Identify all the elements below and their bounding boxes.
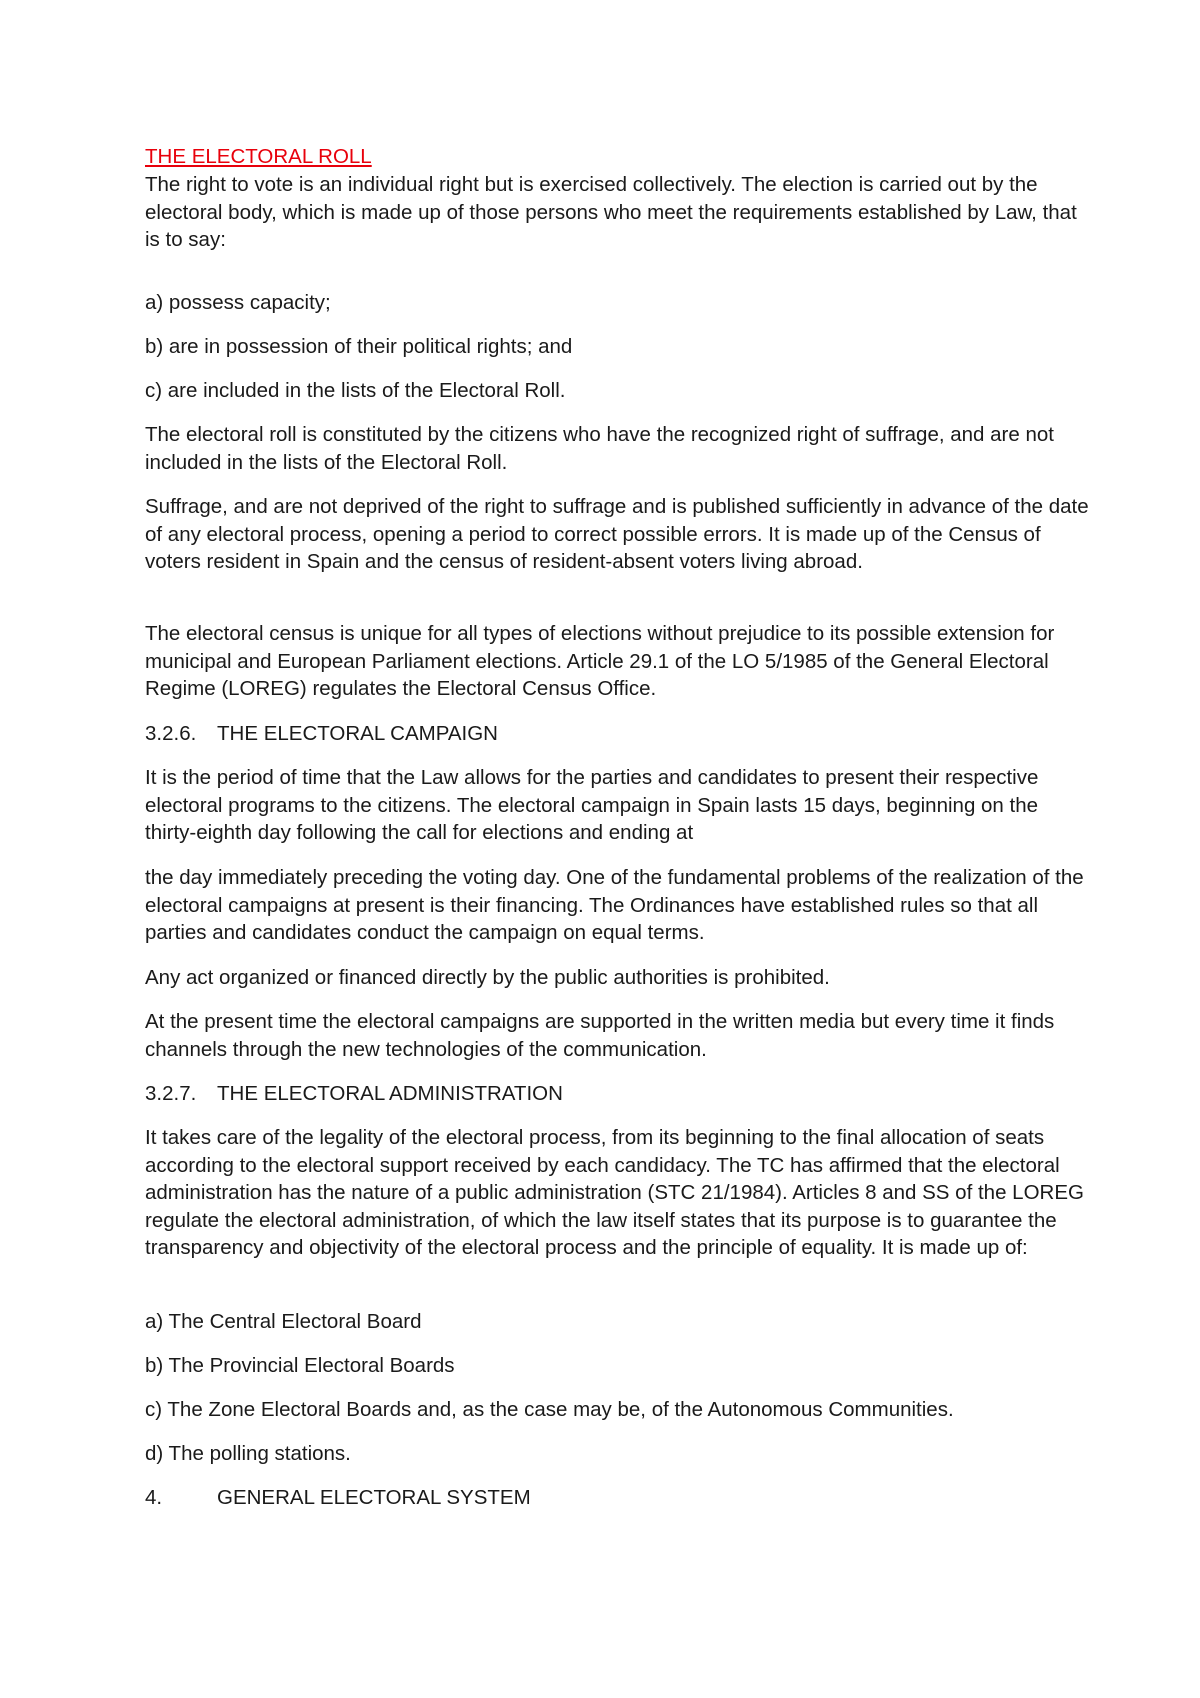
list-item: b) are in possession of their political rights; and	[145, 335, 573, 358]
list-item: a) The Central Electoral Board	[145, 1310, 422, 1333]
section-heading-general-system	[145, 1484, 531, 1512]
paragraph-suffrage: Suffrage, and are not deprived of the right to suffrage and is published sufficiently in advance of the date of any electoral process, opening a period to correct possible errors. It is made up of the Census of voters resident in Spain and the census of resident-absent voters living abroad.	[145, 495, 1089, 573]
list-item: c) are included in the lists of the Electoral Roll.	[145, 379, 566, 402]
paragraph-prohibited-acts: Any act organized or financed directly by the public authorities is prohibited.	[145, 966, 830, 989]
section-number: 4.	[145, 1486, 163, 1509]
section-title: GENERAL ELECTORAL SYSTEM	[217, 1486, 531, 1509]
paragraph-media: At the present time the electoral campaigns are supported in the written media but every time it finds channels through the new technologies of the communication.	[145, 1010, 1055, 1061]
list-item: a) possess capacity;	[145, 291, 331, 314]
paragraph-electoral-roll: The electoral roll is constituted by the citizens who have the recognized right of suffrage, and are not included in the lists of the Electoral Roll.	[145, 423, 1054, 474]
document-title: THE ELECTORAL ROLL	[145, 145, 372, 168]
list-item: c) The Zone Electoral Boards and, as the case may be, of the Autonomous Communities.	[145, 1398, 954, 1421]
section-title: THE ELECTORAL CAMPAIGN	[217, 722, 498, 745]
section-number: 3.2.6.	[145, 722, 197, 745]
list-item: b) The Provincial Electoral Boards	[145, 1354, 455, 1377]
paragraph-electoral-administration: It takes care of the legality of the electoral process, from its beginning to the final allocation of seats according to the electoral support received by each candidacy. The TC has affirmed that the electoral administration has the nature of a public administration (STC 21/1984). Articles 8 and SS of the LOREG regulate the electoral administration, of which the law itself states that its purpose is to guarantee the transparency and objectivity of the electoral process and the principle of equality. It is made up of:	[145, 1126, 1084, 1259]
section-number: 3.2.7.	[145, 1082, 197, 1105]
list-item: d) The polling stations.	[145, 1442, 351, 1465]
section-title: THE ELECTORAL ADMINISTRATION	[217, 1082, 563, 1105]
paragraph-right-to-vote: The right to vote is an individual right but is exercised collectively. The election is carried out by the electoral body, which is made up of those persons who meet the requirements established by Law, that is to say:	[145, 173, 1077, 251]
paragraph-campaign-financing: the day immediately preceding the voting day. One of the fundamental problems of the realization of the electoral campaigns at present is their financing. The Ordinances have established rules so that all parties and candidates conduct the campaign on equal terms.	[145, 866, 1084, 944]
section-heading-campaign	[145, 720, 498, 748]
paragraph-electoral-census: The electoral census is unique for all types of elections without prejudice to its possible extension for municipal and European Parliament elections. Article 29.1 of the LO 5/1985 of the General Electoral Regime (LOREG) regulates the Electoral Census Office.	[145, 622, 1055, 700]
section-heading-administration	[145, 1080, 563, 1108]
paragraph-campaign-period: It is the period of time that the Law allows for the parties and candidates to present their respective electoral programs to the citizens. The electoral campaign in Spain lasts 15 days, beginning on the thirty-eighth day following the call for elections and ending at	[145, 766, 1039, 844]
